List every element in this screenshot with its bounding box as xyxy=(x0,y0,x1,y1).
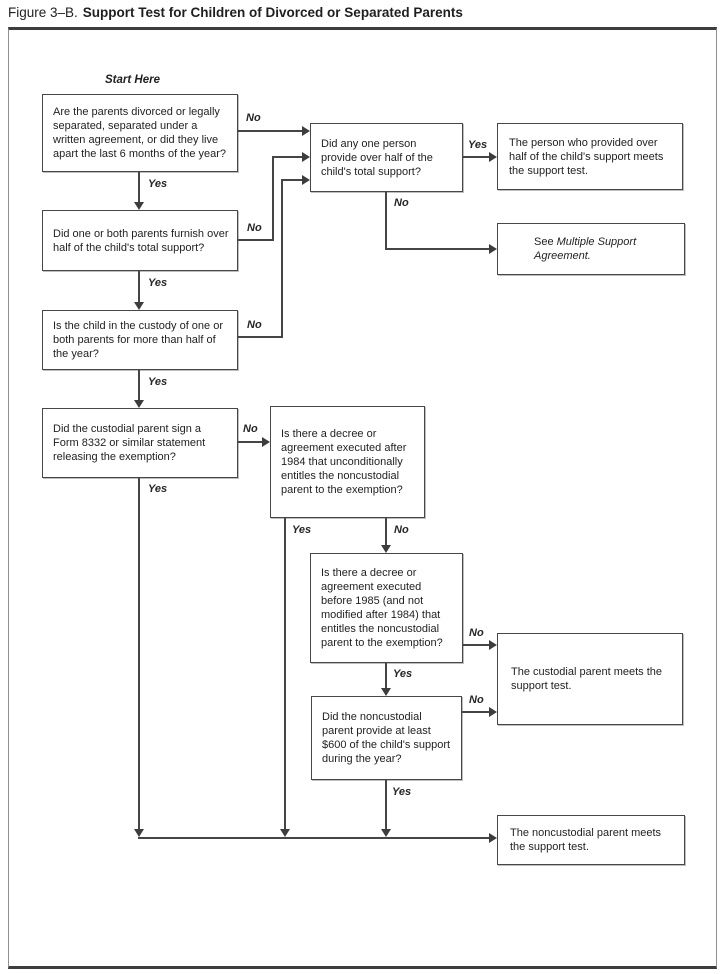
node-q-decree-after-1984 xyxy=(270,406,425,518)
arrowhead-icon xyxy=(489,640,497,650)
figure-heading: Support Test for Children of Divorced or Separated Parents xyxy=(82,5,463,20)
edge-label-no: No xyxy=(243,423,258,435)
node-result-custodial-meets xyxy=(497,633,683,725)
node-text: The noncustodial parent meets the support test. xyxy=(510,827,662,853)
connector-line xyxy=(238,336,283,338)
node-text: Did the noncustodial parent provide at least $600 of the child's support during the year? xyxy=(322,711,451,765)
connector-line xyxy=(238,441,262,443)
arrowhead-icon xyxy=(134,202,144,210)
edge-label-yes: Yes xyxy=(148,376,168,388)
node-text xyxy=(498,231,684,267)
edge-label-yes: Yes xyxy=(148,483,168,495)
connector-line xyxy=(462,711,489,713)
connector-line xyxy=(138,271,140,302)
arrowhead-icon xyxy=(280,829,290,837)
edge-label-no: No xyxy=(247,222,262,234)
node-q-custody xyxy=(42,310,238,370)
edge-label-no: No xyxy=(469,627,484,639)
edge-label-yes: Yes xyxy=(292,524,312,536)
edge-label-yes: Yes xyxy=(148,178,168,190)
connector-line xyxy=(272,156,302,158)
node-q-decree-before-1985 xyxy=(310,553,463,663)
node-q-divorced xyxy=(42,94,238,172)
page-title xyxy=(8,5,463,20)
connector-line xyxy=(281,179,283,338)
arrowhead-icon xyxy=(302,175,310,185)
connector-line xyxy=(385,518,387,545)
arrowhead-icon xyxy=(489,152,497,162)
arrowhead-icon xyxy=(262,437,270,447)
node-result-see-multiple-support xyxy=(497,223,685,275)
node-q-form8332 xyxy=(42,408,238,478)
connector-line xyxy=(281,179,302,181)
node-text: Is there a decree or agreement executed before 1985 (and not modified after 1984) that entitles the noncustodial parent to the exemption? xyxy=(321,567,443,649)
node-q-600-support xyxy=(311,696,462,780)
connector-line xyxy=(385,780,387,829)
connector-line xyxy=(138,478,140,829)
edge-label-yes: Yes xyxy=(392,786,412,798)
node-text: Are the parents divorced or legally separated, separated under a written agreement, or did they live apart the last 6 months of the year? xyxy=(53,106,227,160)
edge-label-yes: Yes xyxy=(468,139,488,151)
node-text: Is there a decree or agreement executed after 1984 that unconditionally entitles the noncustodial parent to the exemption? xyxy=(281,428,407,496)
arrowhead-icon xyxy=(134,829,144,837)
arrowhead-icon xyxy=(381,688,391,696)
arrowhead-icon xyxy=(489,707,497,717)
edge-label-no: No xyxy=(246,112,261,124)
connector-line xyxy=(138,172,140,204)
node-q-parents-support xyxy=(42,210,238,271)
node-text: Is the child in the custody of one or both parents for more than half of the year? xyxy=(53,320,223,360)
connector-line xyxy=(385,192,387,249)
figure-label: Figure 3–B. xyxy=(8,5,78,20)
edge-label-no: No xyxy=(469,694,484,706)
connector-line xyxy=(138,370,140,400)
node-result-person-provided xyxy=(497,123,683,190)
node-text: Did one or both parents furnish over half of the child's total support? xyxy=(53,227,229,254)
arrowhead-icon xyxy=(489,244,497,254)
node-text: Did any one person provide over half of the child's total support? xyxy=(321,137,433,178)
edge-label-no: No xyxy=(394,524,409,536)
arrowhead-icon xyxy=(302,126,310,136)
node-text: The custodial parent meets the support test. xyxy=(511,666,663,692)
connector-line xyxy=(463,644,489,646)
connector-line xyxy=(463,156,489,158)
start-here-label: Start Here xyxy=(105,74,160,86)
multiple-support-agreement-text: Multiple Support Agreement. xyxy=(534,236,637,262)
arrowhead-icon xyxy=(489,833,497,843)
edge-label-yes: Yes xyxy=(148,277,168,289)
edge-label-no: No xyxy=(247,319,262,331)
node-text: Did the custodial parent sign a Form 8332 or similar statement releasing the exemption? xyxy=(53,423,206,463)
edge-label-yes: Yes xyxy=(393,668,413,680)
connector-line xyxy=(385,248,489,250)
connector-line xyxy=(238,130,302,132)
connector-line xyxy=(272,156,274,241)
node-result-noncustodial-meets xyxy=(497,815,685,865)
connector-line xyxy=(284,518,286,829)
arrowhead-icon xyxy=(381,545,391,553)
connector-line xyxy=(138,837,489,839)
connector-line xyxy=(385,663,387,688)
arrowhead-icon xyxy=(134,400,144,408)
arrowhead-icon xyxy=(302,152,310,162)
see-text: See xyxy=(534,236,557,248)
edge-label-no: No xyxy=(394,197,409,209)
arrowhead-icon xyxy=(134,302,144,310)
connector-line xyxy=(238,239,274,241)
node-text: The person who provided over half of the child's support meets the support test. xyxy=(509,136,664,177)
arrowhead-icon xyxy=(381,829,391,837)
node-q-any-one-person xyxy=(310,123,463,192)
